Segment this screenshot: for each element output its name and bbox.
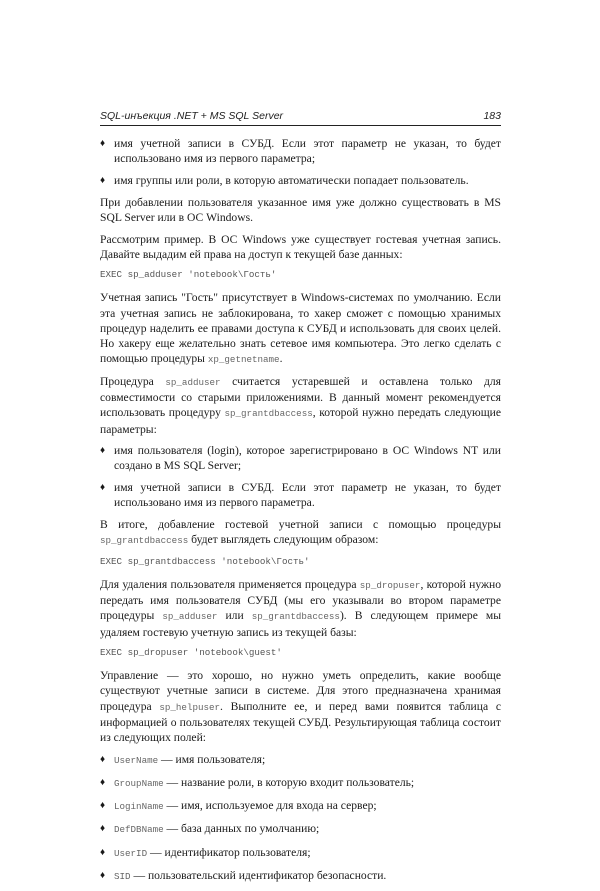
field-list: [100, 752, 501, 884]
list-item: [100, 775, 501, 791]
code-example: EXEC sp_adduser 'notebook\Гость': [100, 269, 277, 281]
inline-code: sp_grantdbaccess: [251, 611, 340, 623]
field-name: SID: [114, 870, 131, 882]
paragraph-text: .: [279, 352, 283, 366]
inline-code: sp_grantdbaccess: [224, 408, 313, 420]
paragraph: [100, 290, 501, 367]
paragraph-text: Процедура: [100, 374, 166, 388]
paragraph: [100, 577, 501, 640]
list-item-text: имя пользователя (login), которое зарегистрировано в ОС Windows NT или создано в MS SQL Server;: [114, 444, 501, 473]
field-name: DefDBName: [114, 824, 164, 836]
paragraph: [100, 668, 501, 745]
page-content: [100, 136, 501, 884]
field-description: — имя, используемое для входа на сервер;: [163, 799, 377, 813]
inline-code: sp_adduser: [162, 611, 218, 623]
diamond-bullet-icon: ♦: [100, 777, 106, 788]
list-item: [100, 845, 501, 861]
field-description: — пользовательский идентификатор безопасности.: [130, 868, 387, 882]
diamond-bullet-icon: ♦: [100, 482, 106, 494]
code-example: EXEC sp_grantdbaccess 'notebook\Гость': [100, 555, 310, 567]
paragraph-text: ). В следующем примере мы удаляем гостевую учетную запись из текущей базы:: [100, 609, 501, 639]
paragraph-text: будет выглядеть следующим образом:: [188, 533, 379, 547]
inline-code: sp_grantdbaccess: [100, 535, 189, 547]
list-item: [100, 480, 501, 510]
field-name: UserID: [114, 847, 148, 859]
list-item-text: имя учетной записи в СУБД. Если этот параметр не указан, то будет использовано имя из первого параметра.: [114, 481, 501, 510]
field-description: — имя пользователя;: [158, 752, 266, 766]
field-description: — идентификатор пользователя;: [147, 845, 311, 859]
paragraph-text: или: [217, 609, 252, 623]
diamond-bullet-icon: ♦: [100, 174, 106, 186]
inline-code: sp_adduser: [165, 376, 221, 388]
bullet-list-params: [100, 443, 501, 510]
bullet-list-top: [100, 136, 501, 188]
paragraph: Рассмотрим пример. В ОС Windows уже существует гостевая учетная запись. Давайте выдадим ей права на доступ к текущей базе данных:: [100, 232, 501, 261]
paragraph-text: . Выполните ее, и перед вами появится таблица с информацией о пользователях текущей СУБД. Результирующая таблица состоит из следующих полей:: [100, 699, 501, 745]
paragraph-text: Для удаления пользователя применяется процедура: [100, 577, 360, 591]
diamond-bullet-icon: ♦: [100, 445, 106, 457]
list-item: [100, 136, 501, 166]
list-item: [100, 173, 501, 188]
field-name: LoginName: [114, 801, 164, 813]
diamond-bullet-icon: ♦: [100, 823, 106, 835]
running-header: [100, 108, 501, 126]
list-item: [100, 868, 501, 884]
book-page: [100, 108, 501, 891]
paragraph-text: , которой нужно передать следующие параметры:: [100, 406, 501, 436]
diamond-bullet-icon: ♦: [100, 753, 106, 765]
inline-code: sp_helpuser: [159, 701, 221, 713]
field-name: UserName: [114, 754, 159, 766]
list-item: [100, 752, 501, 768]
paragraph: [100, 532, 501, 548]
page-number: 183: [483, 110, 501, 122]
paragraph: При добавлении пользователя указанное имя уже должно существовать в MS SQL Server или в ОС Windows.: [100, 195, 501, 224]
paragraph-text: считается устаревшей и оставлена только для совместимости со старыми приложениями. В данный момент рекомендуется использовать процедуру: [100, 374, 502, 420]
paragraph: В итоге, добавление гостевой учетной записи с помощью процедуры: [100, 518, 501, 532]
diamond-bullet-icon: ♦: [100, 138, 106, 149]
list-item-text: имя группы или роли, в которую автоматически попадает пользователь.: [114, 173, 469, 187]
inline-code: xp_getnetname: [207, 354, 280, 366]
list-item: [100, 798, 501, 814]
code-example: EXEC sp_dropuser 'notebook\guest': [100, 647, 282, 659]
field-description: — название роли, в которую входит пользователь;: [163, 776, 415, 789]
paragraph: [100, 374, 501, 437]
field-name: GroupName: [114, 778, 164, 789]
inline-code: sp_dropuser: [359, 579, 421, 591]
diamond-bullet-icon: ♦: [100, 869, 106, 881]
diamond-bullet-icon: ♦: [100, 846, 106, 858]
diamond-bullet-icon: ♦: [100, 800, 106, 812]
paragraph-text: Учетная запись "Гость" присутствует в Windows-системах по умолчанию. Если эта учетная запись не заблокирована, то хакер сможет с помощью хранимых процедур наделить ее правами доступа к СУБД и использовать для своих целей. Но хакеру еще желательно знать сетевое имя компьютера. Это легко сделать с помощью процедуры: [100, 291, 501, 366]
list-item: [100, 821, 501, 837]
field-description: — база данных по умолчанию;: [163, 822, 320, 836]
list-item: [100, 443, 501, 473]
header-title: SQL-инъекция .NET + MS SQL Server: [100, 110, 284, 122]
list-item-text: имя учетной записи в СУБД. Если этот параметр не указан, то будет использовано имя из первого параметра;: [114, 137, 501, 166]
paragraph-text: , которой нужно передать имя пользователя СУБД (мы его указывали во втором параметре процедуры: [100, 577, 501, 623]
paragraph-text: Управление — это хорошо, но нужно уметь определить, какие вообще существуют учетные записи в системе. Для этого предназначена хранимая процедура: [100, 669, 501, 713]
